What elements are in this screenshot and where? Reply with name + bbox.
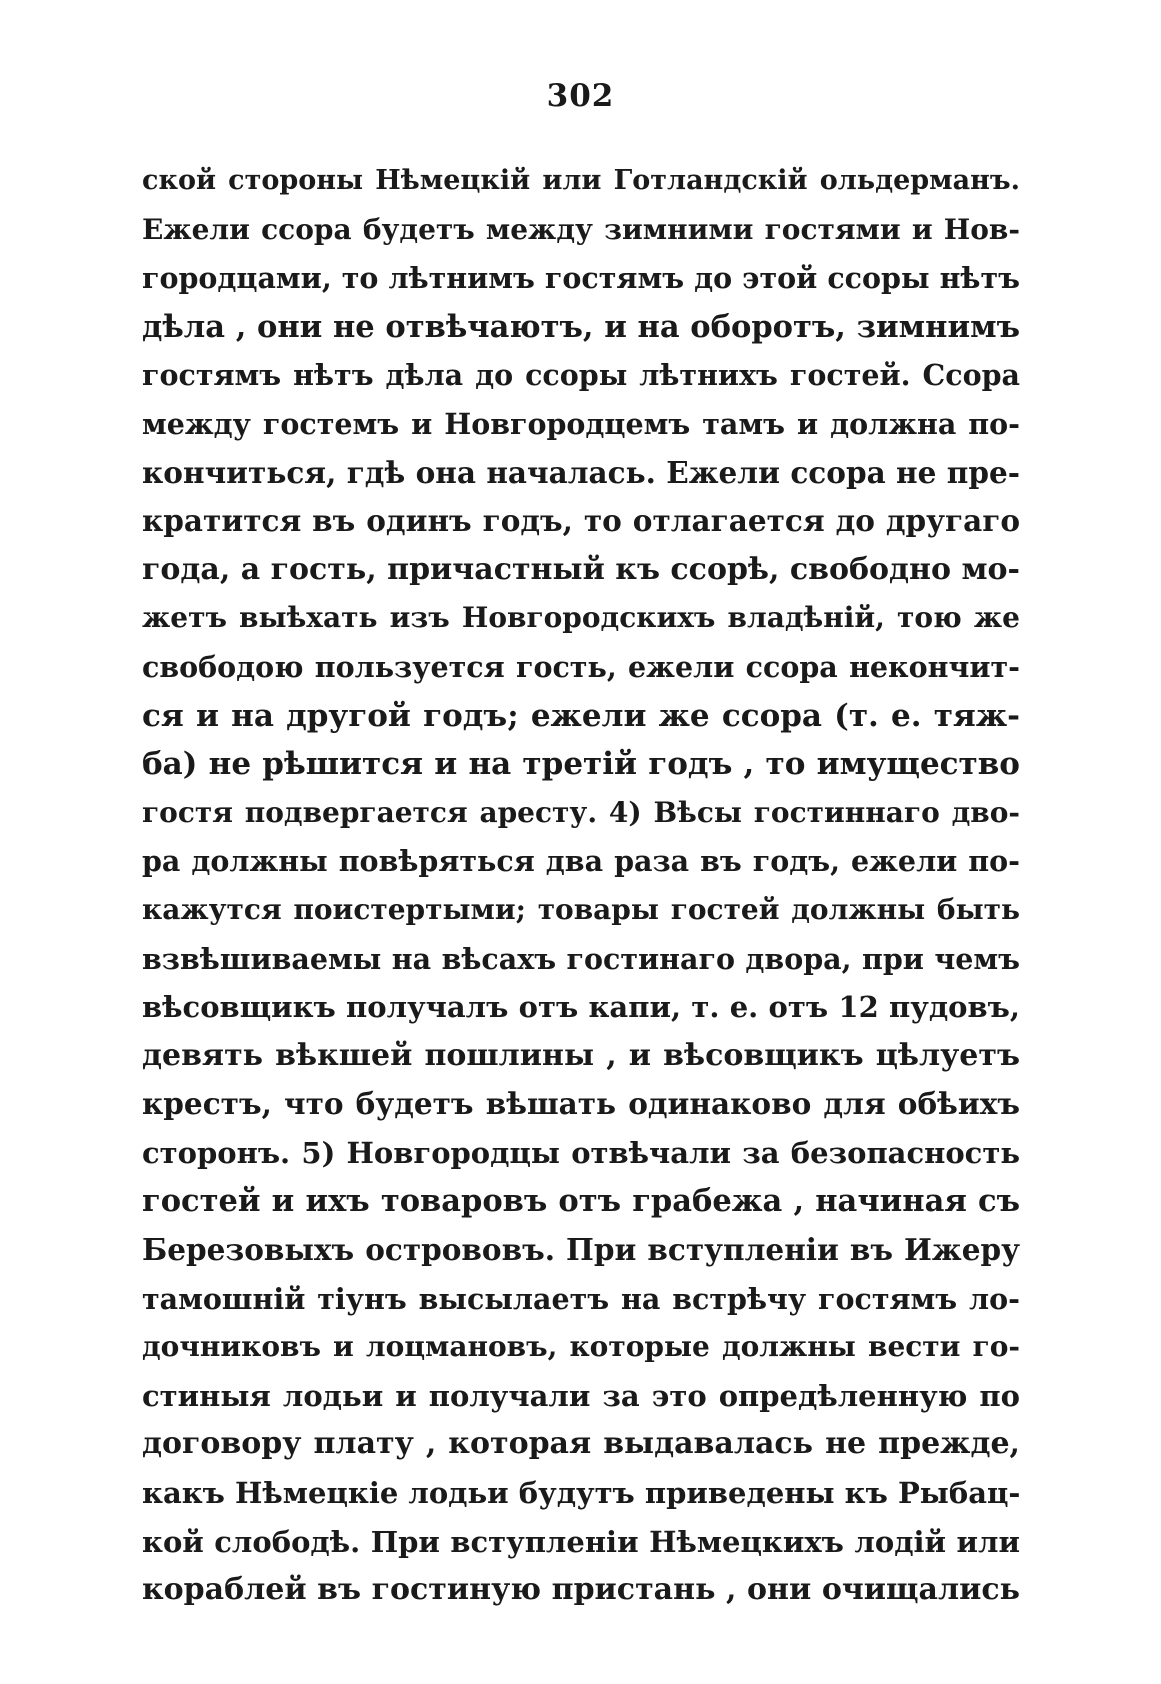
text-line: жетъ выѣхать изъ Новгородскихъ владѣній, тою же	[142, 601, 1020, 635]
text-line: ра должны повѣряться два раза въ годъ, ежели по-	[142, 844, 1020, 879]
text-line: гостямъ нѣтъ дѣла до ссоры лѣтнихъ гостей. Ссора	[142, 358, 1020, 393]
text-line: тамошній тіунъ высылаетъ на встрѣчу гостямъ ло-	[142, 1281, 1020, 1316]
text-line: ся и на другой годъ; ежели же ссора (т. е. тяж-	[142, 697, 1020, 734]
text-line: девять вѣкшей пошлины , и вѣсовщикъ цѣлуетъ	[142, 1037, 1020, 1073]
text-line: стиныя лодьи и получали за это опредѣленную по	[142, 1378, 1020, 1413]
text-line: кажутся поистертыми; товары гостей должны быть	[142, 892, 1020, 926]
text-line: взвѣшиваемы на вѣсахъ гостинаго двора, при чемъ	[142, 941, 1020, 976]
text-line: гостей и ихъ товаровъ отъ грабежа , начиная съ	[142, 1183, 1020, 1220]
text-line: кончиться, гдѣ она началась. Ежели ссора не пре-	[142, 454, 1020, 490]
text-line: между гостемъ и Новгородцемъ тамъ и должна по-	[142, 406, 1020, 441]
text-line: ба) не рѣшится и на третій годъ , то имущество	[142, 746, 1020, 783]
text-line: договору плату , которая выдавалась не прежде,	[142, 1426, 1020, 1462]
text-line: кой слободѣ. При вступленіи Нѣмецкихъ лодій или	[142, 1524, 1020, 1559]
body-text	[142, 157, 1020, 1615]
text-line: кратится въ одинъ годъ, то отлагается до другаго	[142, 503, 1020, 539]
text-line: вѣсовщикъ получалъ отъ капи, т. е. отъ 12 пудовъ,	[142, 990, 1020, 1025]
text-line: года, а гость, причастный къ ссорѣ, свободно мо-	[142, 551, 1020, 587]
page-number: 302	[546, 78, 615, 114]
text-line: дѣла , они не отвѣчаютъ, и на оборотъ, зимнимъ	[142, 308, 1020, 345]
text-line: гостя подвергается аресту. 4) Вѣсы гостиннаго дво-	[142, 795, 1020, 829]
text-line: Березовыхъ острововъ. При вступленіи въ Ижеру	[142, 1232, 1020, 1268]
text-line: Ежели ссора будетъ между зимними гостями и Нов-	[142, 212, 1020, 246]
text-line: кораблей въ гостиную пристань , они очищались	[142, 1572, 1020, 1608]
text-line: свободою пользуется гость, ежели ссора некончит-	[142, 649, 1020, 684]
text-line: городцами, то лѣтнимъ гостямъ до этой ссоры нѣтъ	[142, 261, 1020, 296]
text-line: крестъ, что будетъ вѣшать одинаково для обѣихъ	[142, 1086, 1020, 1122]
text-line: какъ Нѣмецкіе лодьи будутъ приведены къ Рыбац-	[142, 1476, 1020, 1511]
text-line: сторонъ. 5) Новгородцы отвѣчали за безопасность	[142, 1135, 1020, 1170]
text-line: ской стороны Нѣмецкій или Готландскій ольдерманъ.	[142, 165, 1020, 196]
text-line: дочниковъ и лоцмановъ, которые должны вести го-	[142, 1330, 1020, 1364]
